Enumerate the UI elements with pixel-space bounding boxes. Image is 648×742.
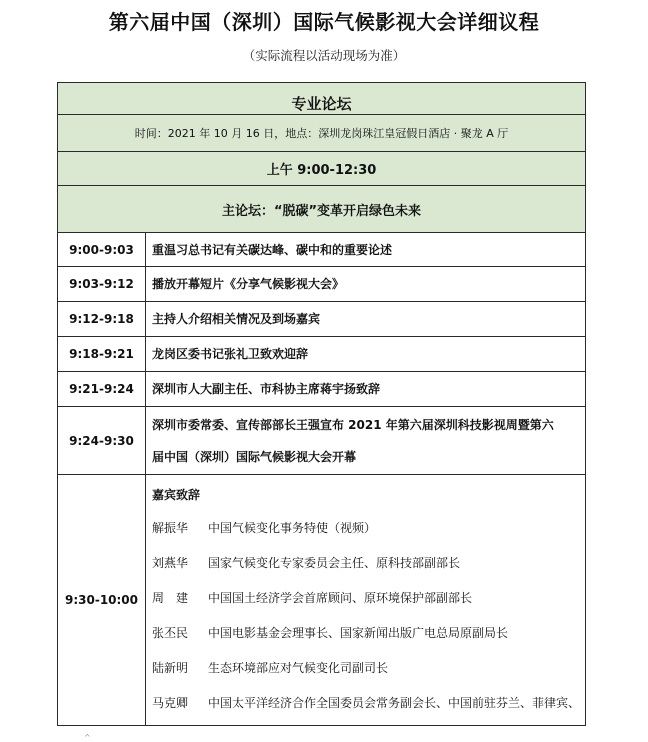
table-row <box>58 372 586 407</box>
row-time: 9:24-9:30 <box>58 407 146 475</box>
row-event <box>146 407 586 475</box>
session-time: 上午 9:00-12:30 <box>58 152 586 186</box>
row-time: 9:03-9:12 <box>58 267 146 302</box>
table-row <box>58 407 586 475</box>
speech-time: 9:30-10:00 <box>58 475 146 726</box>
row-event-line: 届中国（深圳）国际气候影视大会开幕 <box>152 449 357 464</box>
row-event-line: 深圳市委常委、宣传部部长王强宣布 2021 年第六届深圳科技影视周暨第六 <box>152 417 554 432</box>
speaker-role: 生态环境部应对气候变化司副司长 <box>208 661 389 675</box>
speaker-row <box>152 581 585 616</box>
speech-heading: 嘉宾致辞 <box>152 488 201 502</box>
speaker-row <box>152 616 585 651</box>
row-time: 9:00-9:03 <box>58 233 146 267</box>
speaker-role: 中国国土经济学会首席顾问、原环境保护部副部长 <box>208 591 473 605</box>
page-title: 第六届中国（深圳）国际气候影视大会详细议程 <box>108 10 540 34</box>
forum-title: 主论坛：“脱碳”变革开启绿色未来 <box>58 186 586 233</box>
speaker-name: 解振华 <box>152 521 189 535</box>
table-row <box>58 233 586 267</box>
speaker-name: 刘燕华 <box>152 556 189 570</box>
row-time: 9:21-9:24 <box>58 372 146 407</box>
speaker-role: 中国太平洋经济合作全国委员会常务副会长、中国前驻芬兰、菲律宾、 <box>208 696 581 710</box>
row-event: 播放开幕短片《分享气候影视大会》 <box>146 267 586 302</box>
speaker-name: 张丕民 <box>152 626 189 640</box>
row-event: 重温习总书记有关碳达峰、碳中和的重要论述 <box>146 233 586 267</box>
speaker-row <box>152 511 585 546</box>
row-event: 主持人介绍相关情况及到场嘉宾 <box>146 302 586 337</box>
section-header-row <box>58 83 586 115</box>
speaker-row <box>152 546 585 581</box>
speech-list <box>146 475 586 726</box>
section-subtitle-row <box>58 115 586 152</box>
speaker-role: 中国电影基金会理事长、国家新闻出版广电总局原副局长 <box>208 626 509 640</box>
speaker-row <box>152 686 585 721</box>
speech-row <box>58 475 586 726</box>
table-row <box>58 302 586 337</box>
row-event: 深圳市人大副主任、市科协主席蒋宇扬致辞 <box>146 372 586 407</box>
table-row <box>58 337 586 372</box>
row-event: 龙岗区委书记张礼卫致欢迎辞 <box>146 337 586 372</box>
speaker-name: 周 建 <box>152 591 189 605</box>
speaker-row <box>152 651 585 686</box>
row-time: 9:18-9:21 <box>58 337 146 372</box>
speaker-role: 国家气候变化专家委员会主任、原科技部副部长 <box>208 556 461 570</box>
page-note: （实际流程以活动现场为准） <box>242 48 406 63</box>
agenda-table <box>57 82 586 726</box>
table-row <box>58 267 586 302</box>
section-subtitle: 时间：2021 年 10 月 16 日，地点：深圳龙岗珠江皇冠假日酒店 · 聚龙 A 厅 <box>58 115 586 152</box>
session-time-row <box>58 152 586 186</box>
forum-title-row <box>58 186 586 233</box>
speaker-name: 马克卿 <box>152 696 189 710</box>
page-corner-mark: ^ <box>84 733 91 742</box>
speaker-name: 陆新明 <box>152 661 189 675</box>
section-title: 专业论坛 <box>58 83 586 115</box>
speaker-role: 中国气候变化事务特使（视频） <box>208 521 377 535</box>
row-time: 9:12-9:18 <box>58 302 146 337</box>
